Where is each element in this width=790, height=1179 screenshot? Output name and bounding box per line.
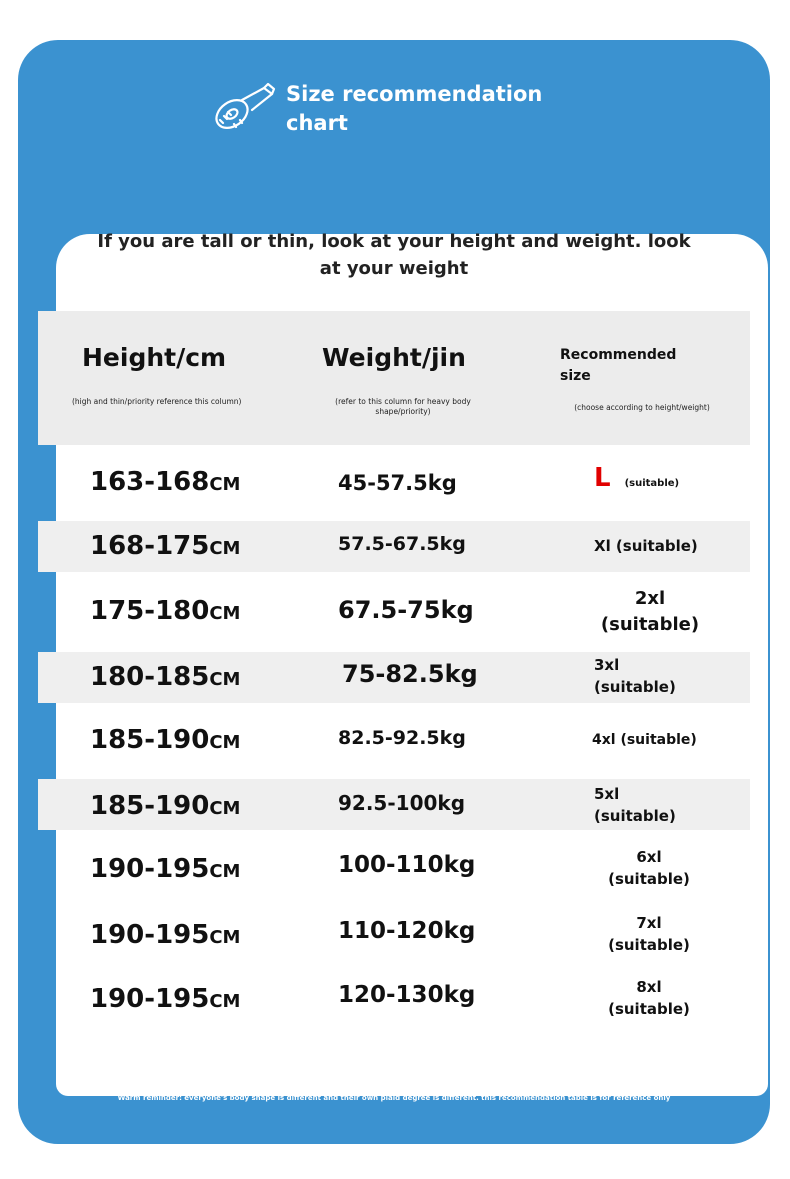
height-range: 190-195 (90, 984, 210, 1014)
chart-title: Size recommendation chart (286, 82, 543, 135)
row-weight: 75-82.5kg (342, 660, 478, 688)
row-size: 3xl (suitable) (594, 656, 676, 696)
height-unit: CM (209, 538, 241, 559)
row-size: 2xl (suitable) (600, 588, 700, 635)
size-letter: L (594, 463, 611, 493)
height-unit: CM (209, 732, 241, 753)
row-size: 7xl (suitable) (608, 914, 690, 954)
height-unit: CM (209, 669, 241, 690)
height-unit: CM (209, 474, 241, 495)
height-range: 168-175 (90, 531, 210, 561)
size-note: (suitable) (624, 478, 680, 489)
footer-layer (18, 40, 770, 1144)
height-range: 190-195 (90, 920, 210, 950)
footer-reminder: Warm reminder: everyone's body shape is different and their own plaid degree is different. this recommendation table is for reference only (117, 1094, 671, 1102)
column-size-note: (choose according to height/weight) (574, 403, 710, 412)
height-range: 180-185 (90, 662, 210, 692)
column-weight-note: (refer to this column for heavy body shape/priority) (335, 397, 471, 416)
height-unit: CM (209, 798, 241, 819)
column-weight-title: Weight/jin (322, 343, 466, 372)
row-size: 4xl (suitable) (592, 732, 697, 748)
row-weight: 57.5-67.5kg (338, 533, 466, 555)
row-size: 6xl (suitable) (608, 848, 690, 888)
row-size: 5xl (suitable) (594, 785, 676, 825)
height-range: 190-195 (90, 854, 210, 884)
column-size-title: Recommended size (560, 347, 677, 384)
row-weight: 82.5-92.5kg (338, 727, 466, 749)
row-weight: 100-110kg (338, 852, 476, 878)
row-weight: 120-130kg (338, 982, 476, 1008)
height-range: 175-180 (90, 596, 210, 626)
height-unit: CM (209, 603, 241, 624)
row-weight: 45-57.5kg (338, 471, 457, 495)
height-unit: CM (209, 861, 241, 882)
height-unit: CM (209, 927, 241, 948)
height-unit: CM (209, 991, 241, 1012)
column-height-title: Height/cm (82, 343, 227, 372)
height-range: 185-190 (90, 725, 210, 755)
height-range: 163-168 (90, 467, 210, 497)
column-height-note: (high and thin/priority reference this column) (72, 397, 242, 406)
row-size: 8xl (suitable) (608, 978, 690, 1018)
row-size: Xl (suitable) (594, 537, 698, 555)
intro-text: If you are tall or thin, look at your height and weight. look at your weight (97, 231, 691, 279)
row-weight: 92.5-100kg (338, 791, 466, 815)
row-weight: 67.5-75kg (338, 596, 474, 624)
row-weight: 110-120kg (338, 918, 476, 944)
height-range: 185-190 (90, 791, 210, 821)
